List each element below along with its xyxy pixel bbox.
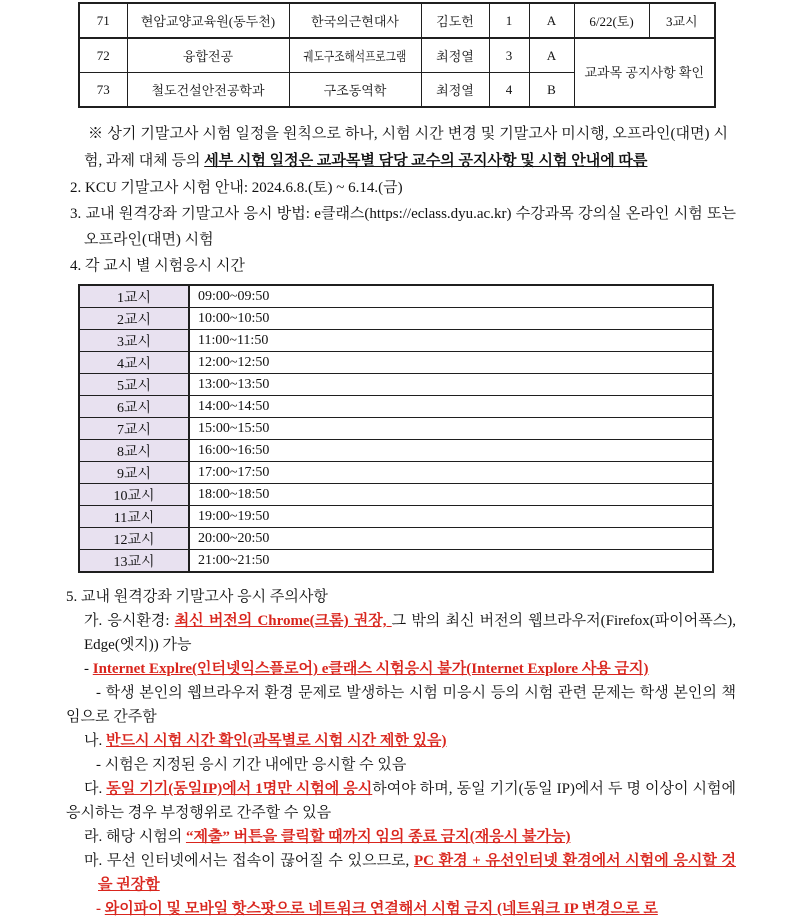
schedule-row <box>79 38 715 73</box>
cell-professor: 최정열 <box>421 73 489 108</box>
cell-count: 3 <box>489 38 529 73</box>
notice-emphasis: 세부 시험 일정은 교과목별 담당 교수의 공지사항 및 시험 안내에 따름 <box>204 153 648 169</box>
caution-text: 마. 무선 인터넷에서는 접속이 끊어질 수 있으므로, <box>84 853 414 869</box>
cell-dept: 융합전공 <box>127 38 289 73</box>
period-label: 2교시 <box>79 308 189 330</box>
caution-text: 그 밖의 최신 버전의 웹브라우저(Firefox(파이어폭스), Edge(엣지)) 가능 <box>84 613 736 653</box>
cell-course: 구조동역학 <box>289 73 421 108</box>
period-time: 19:00~19:50 <box>189 506 713 528</box>
notice-paragraph <box>84 121 728 175</box>
period-time: 16:00~16:50 <box>189 440 713 462</box>
item-cautions-heading: 5. 교내 원격강좌 기말고사 응시 주의사항 <box>66 589 328 605</box>
cell-exam-period: 3교시 <box>649 3 715 38</box>
period-label: 8교시 <box>79 440 189 462</box>
cell-course <box>289 38 421 73</box>
caution-environment <box>84 609 736 657</box>
period-row <box>79 506 713 528</box>
cell-group: A <box>529 3 574 38</box>
cell-count: 1 <box>489 3 529 38</box>
caution-emphasis: 최신 버전의 Chrome(크롬) 권장, <box>174 613 392 629</box>
caution-check-time <box>84 729 736 753</box>
notice-text: ※ 상기 기말고사 시험 일정을 원칙으로 하나, 시험 시간 변경 및 기말고사 미시행, 오프라인(대면) 시험, 과제 대체 등의 <box>84 126 728 169</box>
period-label: 1교시 <box>79 285 189 308</box>
caution-wired-internet <box>84 849 736 897</box>
period-time: 10:00~10:50 <box>189 308 713 330</box>
period-label: 6교시 <box>79 396 189 418</box>
period-row <box>79 528 713 550</box>
period-time: 09:00~09:50 <box>189 285 713 308</box>
caution-emphasis: 반드시 시험 시간 확인(과목별로 시험 시간 제한 있음) <box>106 733 447 749</box>
period-label: 9교시 <box>79 462 189 484</box>
cell-group: B <box>529 73 574 108</box>
period-label: 11교시 <box>79 506 189 528</box>
cell-exam-date: 6/22(토) <box>574 3 649 38</box>
caution-text: 가. 응시환경: <box>84 613 175 629</box>
period-row <box>79 440 713 462</box>
caution-student-responsibility: - 학생 본인의 웹브라우저 환경 문제로 발생하는 시험 미응시 등의 시험 관련 문제는 학생 본인의 책임으로 간주함 <box>66 685 736 725</box>
period-label: 7교시 <box>79 418 189 440</box>
period-time: 20:00~20:50 <box>189 528 713 550</box>
period-time: 11:00~11:50 <box>189 330 713 352</box>
cell-count: 4 <box>489 73 529 108</box>
period-row <box>79 330 713 352</box>
caution-text: 나. <box>84 733 106 749</box>
cell-row-no: 73 <box>79 73 127 108</box>
period-row <box>79 418 713 440</box>
cell-course: 한국의근현대사 <box>289 3 421 38</box>
period-label: 12교시 <box>79 528 189 550</box>
period-row <box>79 550 713 573</box>
period-time: 18:00~18:50 <box>189 484 713 506</box>
cell-dept: 철도건설안전공학과 <box>127 73 289 108</box>
period-label: 3교시 <box>79 330 189 352</box>
item-period-times: 4. 각 교시 별 시험응시 시간 <box>70 258 245 274</box>
item-kcu-exam-info: 2. KCU 기말고사 시험 안내: 2024.6.8.(토) ~ 6.14.(금) <box>70 180 403 196</box>
period-label: 4교시 <box>79 352 189 374</box>
caution-text: - <box>96 901 105 917</box>
cautions-section <box>0 585 792 917</box>
period-label: 10교시 <box>79 484 189 506</box>
cell-group: A <box>529 38 574 73</box>
period-row <box>79 484 713 506</box>
item-online-method: 3. 교내 원격강좌 기말고사 응시 방법: e클래스(https://eclass.dyu.ac.kr) 수강과목 강의실 온라인 시험 또는 오프라인(대면) 시험 <box>70 206 736 248</box>
caution-text: 하여야 하며, 동일 기기(동일 IP)에서 두 명 이상이 시험에 응시하는 경우 부정행위로 간주할 수 있음 <box>66 781 736 821</box>
caution-emphasis: 동일 기기(동일IP)에서 1명만 시험에 응시 <box>106 781 373 797</box>
cell-professor: 김도헌 <box>421 3 489 38</box>
caution-no-internet-explorer <box>84 657 736 681</box>
period-row <box>79 374 713 396</box>
period-row <box>79 352 713 374</box>
cell-row-no: 71 <box>79 3 127 38</box>
period-row <box>79 462 713 484</box>
caution-submit-button <box>84 825 736 849</box>
caution-text: 다. <box>84 781 107 797</box>
period-time: 14:00~14:50 <box>189 396 713 418</box>
caution-emphasis: “제출” 버튼을 클릭할 때까지 임의 종료 금지(재응시 불가능) <box>185 829 571 845</box>
exam-schedule-table <box>78 2 716 108</box>
period-row <box>79 285 713 308</box>
period-time: 17:00~17:50 <box>189 462 713 484</box>
caution-emphasis: PC 환경 + 유선인터넷 환경에서 시험에 응시할 것을 권장함 <box>98 853 736 893</box>
period-time-table <box>78 284 714 573</box>
cell-notice-merged: 교과목 공지사항 확인 <box>574 38 715 107</box>
caution-no-wifi-hotspot <box>96 897 736 917</box>
period-time: 15:00~15:50 <box>189 418 713 440</box>
cell-row-no: 72 <box>79 38 127 73</box>
period-label: 5교시 <box>79 374 189 396</box>
period-row <box>79 308 713 330</box>
period-label: 13교시 <box>79 550 189 573</box>
period-time: 13:00~13:50 <box>189 374 713 396</box>
cell-professor: 최정열 <box>421 38 489 73</box>
caution-designated-period: - 시험은 지정된 응시 기간 내에만 응시할 수 있음 <box>96 757 407 773</box>
caution-emphasis: Internet Explre(인터넷익스플로어) e클래스 시험응시 불가(Internet Explore 사용 금지) <box>92 661 649 677</box>
course-name: 궤도구조해석프로그램 <box>303 49 407 64</box>
period-row <box>79 396 713 418</box>
caution-text: 라. 해당 시험의 <box>84 829 186 845</box>
caution-emphasis: 와이파이 및 모바일 핫스팟으로 네트워크 연결해서 시험 금지 (네트워크 IP 변경으로 로 <box>104 901 658 917</box>
period-time: 21:00~21:50 <box>189 550 713 573</box>
caution-same-device <box>66 777 736 825</box>
schedule-row <box>79 3 715 38</box>
cell-dept: 현암교양교육원(동두천) <box>127 3 289 38</box>
period-time: 12:00~12:50 <box>189 352 713 374</box>
caution-text: - <box>84 661 93 677</box>
